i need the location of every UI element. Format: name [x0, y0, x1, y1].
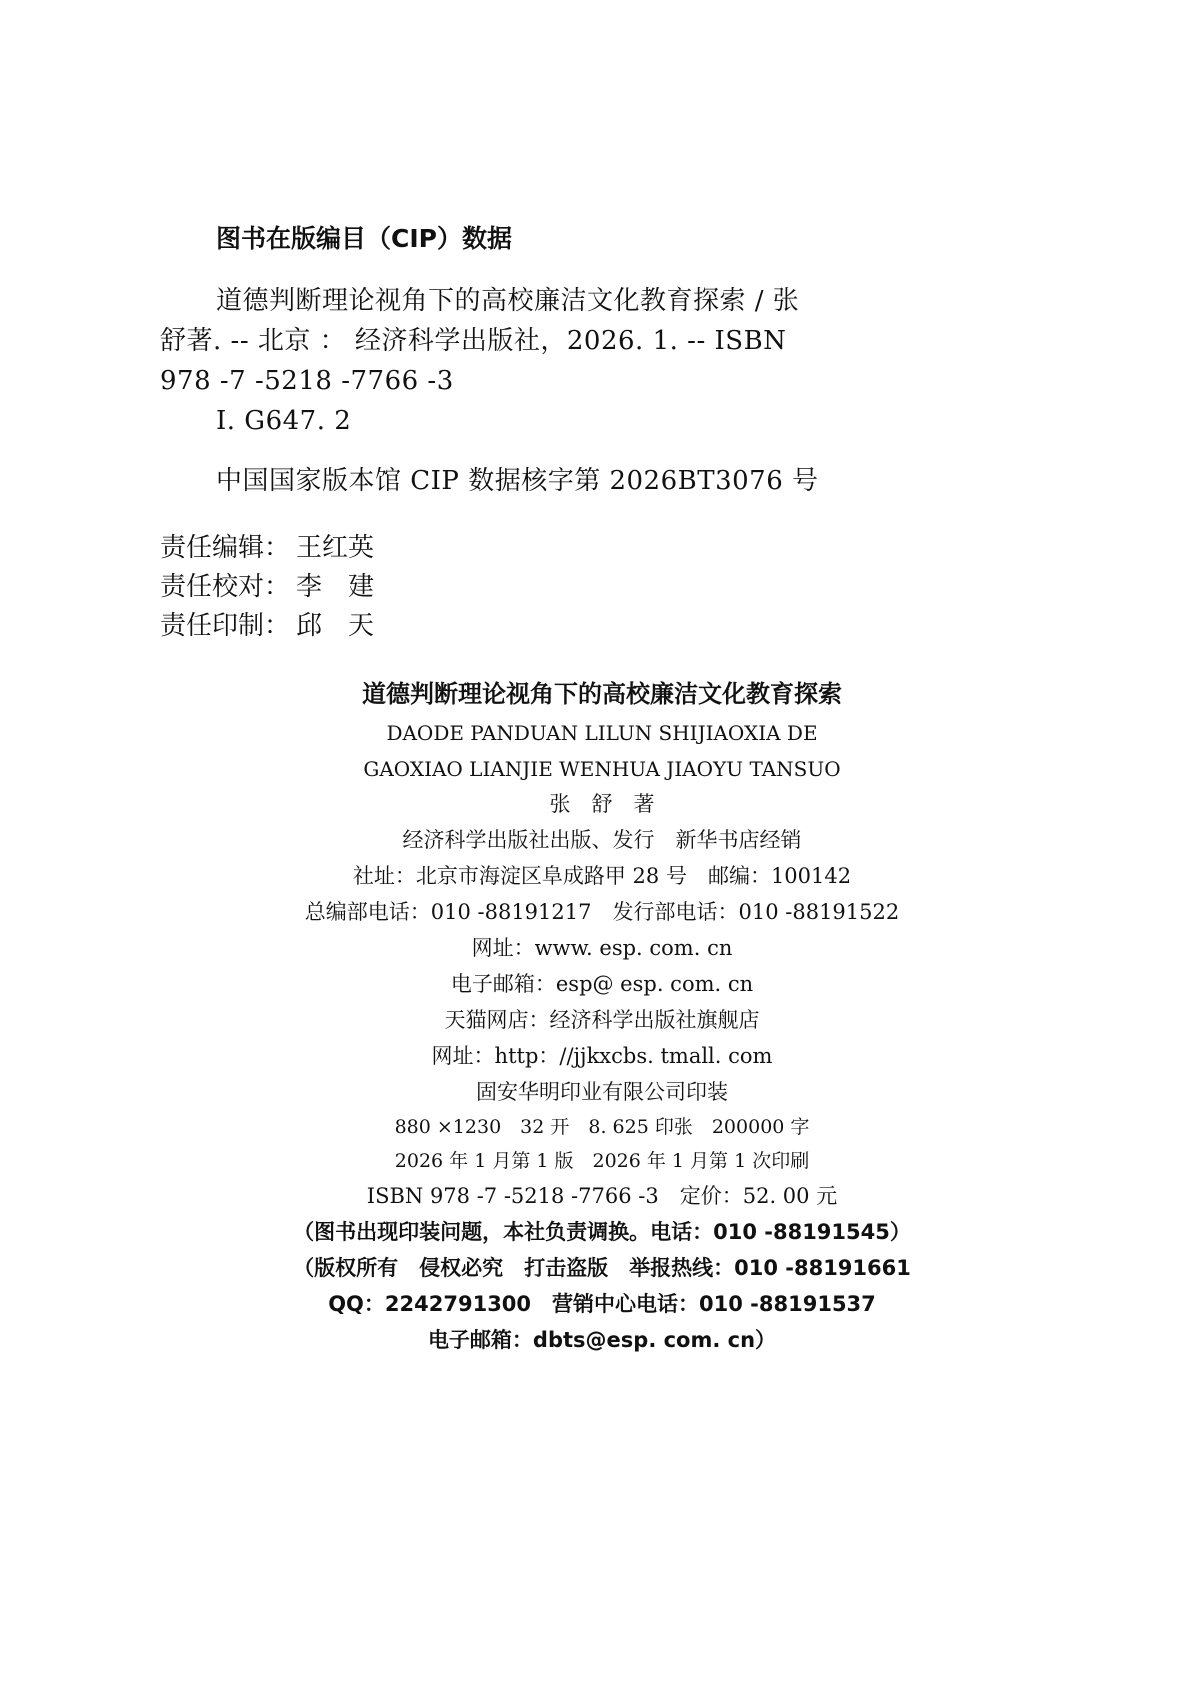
- cip-library-record: 中国国家版本馆 CIP 数据核字第 2026BT3076 号: [216, 466, 819, 496]
- imprint-tmall-store: 天猫网店：经济科学出版社旗舰店: [444, 1008, 760, 1032]
- imprint-address: 社址：北京市海淀区阜成路甲 28 号 邮编：100142: [352, 864, 852, 888]
- staff-editor-name: 王红英: [296, 533, 375, 563]
- staff-printing-label: 责任印制：: [160, 611, 291, 641]
- cip-entry-line-3: 978 -7 -5218 -7766 -3: [160, 366, 454, 396]
- imprint-tmall-url: 网址：http：//jjkxcbs. tmall. com: [431, 1044, 773, 1068]
- staff-proofreader-name: 李 建: [296, 572, 375, 602]
- imprint-notice-contact: QQ：2242791300 营销中心电话：010 -88191537: [328, 1292, 876, 1316]
- cip-entry-line-1: 道德判断理论视角下的高校廉洁文化教育探索 / 张: [216, 286, 800, 316]
- staff-proofreader-label: 责任校对：: [160, 572, 291, 602]
- staff-editor-label: 责任编辑：: [160, 533, 291, 563]
- cip-entry-line-2: 舒著. -- 北京 ： 经济科学出版社，2026. 1. -- ISBN: [160, 326, 787, 356]
- imprint-title-cn: 道德判断理论视角下的高校廉洁文化教育探索: [362, 680, 842, 708]
- staff-printing-name: 邱 天: [296, 611, 375, 641]
- imprint-title-pinyin-2: GAOXIAO LIANJIE WENHUA JIAOYU TANSUO: [363, 757, 841, 781]
- imprint-email: 电子邮箱：esp@ esp. com. cn: [450, 972, 754, 996]
- imprint-notice-copyright: （版权所有 侵权必究 打击盗版 举报热线：010 -88191661: [293, 1256, 911, 1280]
- imprint-publisher: 经济科学出版社出版、发行 新华书店经销: [402, 828, 802, 852]
- imprint-website: 网址：www. esp. com. cn: [471, 936, 733, 960]
- imprint-format: 880 ×1230 32 开 8. 625 印张 200000 字: [394, 1116, 810, 1138]
- imprint-title-pinyin-1: DAODE PANDUAN LILUN SHIJIAOXIA DE: [386, 721, 818, 745]
- imprint-isbn-price: ISBN 978 -7 -5218 -7766 -3 定价：52. 00 元: [366, 1184, 838, 1208]
- cip-heading: 图书在版编目（CIP）数据: [216, 224, 512, 253]
- imprint-edition: 2026 年 1 月第 1 版 2026 年 1 月第 1 次印刷: [394, 1150, 810, 1172]
- imprint-notice-email: 电子邮箱：dbts@esp. com. cn）: [427, 1328, 777, 1352]
- imprint-author: 张 舒 著: [549, 792, 655, 816]
- imprint-notice-replacement: （图书出现印装问题，本社负责调换。电话：010 -88191545）: [293, 1220, 911, 1244]
- imprint-printer: 固安华明印业有限公司印装: [476, 1080, 728, 1104]
- cip-classification: Ⅰ. G647. 2: [216, 406, 352, 436]
- imprint-phones: 总编部电话：010 -88191217 发行部电话：010 -88191522: [304, 900, 900, 924]
